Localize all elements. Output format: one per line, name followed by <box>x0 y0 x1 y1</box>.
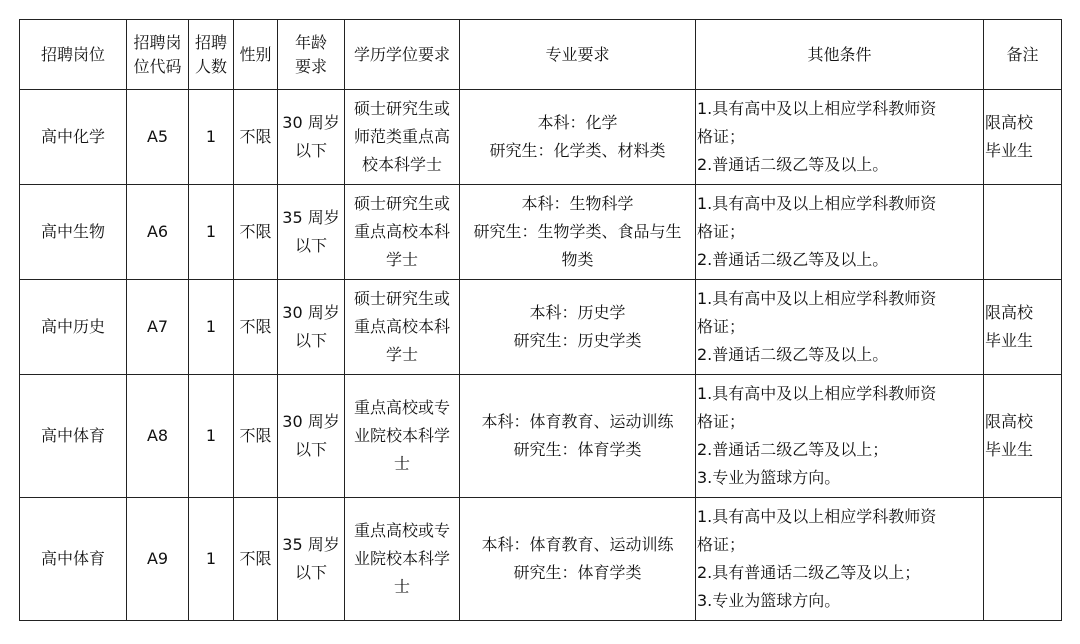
cell-line: 1.具有高中及以上相应学科教师资 <box>697 507 937 526</box>
cell-line: 30 周岁 <box>282 113 340 132</box>
cell-line: 3.专业为篮球方向。 <box>697 468 841 487</box>
header-post <box>20 20 127 90</box>
cell-line: 研究生：生物学类、食品与生 <box>473 222 682 241</box>
table-row <box>20 498 1062 621</box>
cell-line: 以下 <box>294 440 327 459</box>
header-gender <box>234 20 278 90</box>
table-row <box>20 90 1062 185</box>
cell-count: 1 <box>189 185 234 280</box>
header-code <box>127 20 189 90</box>
cell-line: 研究生：历史学类 <box>513 331 642 350</box>
cell-age <box>278 498 345 621</box>
cell-major <box>460 498 696 621</box>
cell-edu <box>345 375 460 498</box>
cell-edu <box>345 280 460 375</box>
cell-line: 重点高校本科 <box>353 222 450 241</box>
cell-other <box>696 90 984 185</box>
cell-line: 研究生：体育学类 <box>513 563 642 582</box>
cell-line: 以下 <box>294 563 327 582</box>
cell-count: 1 <box>189 280 234 375</box>
cell-post: 高中生物 <box>20 185 127 280</box>
cell-line: 士 <box>393 454 410 473</box>
cell-line: 学士 <box>385 345 418 364</box>
cell-line: 业院校本科学 <box>353 426 450 445</box>
cell-line: 本科：历史学 <box>529 303 626 322</box>
cell-gender: 不限 <box>234 498 278 621</box>
cell-line: 2.普通话二级乙等及以上。 <box>697 155 889 174</box>
header-line: 备注 <box>1006 44 1039 64</box>
cell-count: 1 <box>189 375 234 498</box>
cell-major <box>460 185 696 280</box>
cell-line: 以下 <box>294 331 327 350</box>
cell-note <box>984 280 1062 375</box>
cell-line: 30 周岁 <box>282 412 340 431</box>
cell-major <box>460 375 696 498</box>
cell-line: 以下 <box>294 141 327 160</box>
cell-line: 格证； <box>697 412 746 431</box>
cell-gender: 不限 <box>234 280 278 375</box>
cell-age <box>278 280 345 375</box>
cell-note <box>984 375 1062 498</box>
cell-gender: 不限 <box>234 90 278 185</box>
cell-line: 1.具有高中及以上相应学科教师资 <box>697 99 937 118</box>
cell-post: 高中化学 <box>20 90 127 185</box>
cell-major <box>460 90 696 185</box>
cell-code: A6 <box>127 185 189 280</box>
cell-line: 硕士研究生或 <box>353 289 450 308</box>
cell-post: 高中体育 <box>20 498 127 621</box>
cell-line: 士 <box>393 577 410 596</box>
table-row <box>20 185 1062 280</box>
cell-line: 30 周岁 <box>282 303 340 322</box>
cell-line: 本科：生物科学 <box>521 194 634 213</box>
cell-code: A9 <box>127 498 189 621</box>
cell-edu <box>345 498 460 621</box>
cell-line: 35 周岁 <box>282 535 340 554</box>
cell-other <box>696 280 984 375</box>
cell-line: 研究生：化学类、材料类 <box>489 141 666 160</box>
header-line: 招聘 <box>194 32 227 52</box>
cell-line: 格证； <box>697 222 746 241</box>
cell-line: 格证； <box>697 127 746 146</box>
cell-line: 本科：体育教育、运动训练 <box>481 535 674 554</box>
cell-line: 2.普通话二级乙等及以上。 <box>697 250 889 269</box>
recruitment-table <box>19 19 1062 621</box>
cell-line: 毕业生 <box>985 141 1034 160</box>
cell-line: 硕士研究生或 <box>353 99 450 118</box>
cell-line: 以下 <box>294 236 327 255</box>
header-major <box>460 20 696 90</box>
header-line: 年龄 <box>294 32 327 52</box>
cell-edu <box>345 185 460 280</box>
header-line: 专业要求 <box>545 44 610 64</box>
cell-note <box>984 498 1062 621</box>
cell-line: 格证； <box>697 535 746 554</box>
cell-line: 1.具有高中及以上相应学科教师资 <box>697 194 937 213</box>
header-line: 招聘岗 <box>133 32 182 52</box>
header-line: 要求 <box>294 56 327 76</box>
cell-line: 本科：体育教育、运动训练 <box>481 412 674 431</box>
header-line: 人数 <box>194 56 227 76</box>
cell-count: 1 <box>189 90 234 185</box>
cell-age <box>278 375 345 498</box>
cell-gender: 不限 <box>234 375 278 498</box>
cell-line: 限高校 <box>985 303 1034 322</box>
cell-code: A8 <box>127 375 189 498</box>
cell-line: 硕士研究生或 <box>353 194 450 213</box>
cell-line: 本科：化学 <box>537 113 618 132</box>
header-line: 招聘岗位 <box>40 44 105 64</box>
cell-line: 重点高校本科 <box>353 317 450 336</box>
cell-line: 重点高校或专 <box>353 521 450 540</box>
table-row <box>20 280 1062 375</box>
cell-post: 高中历史 <box>20 280 127 375</box>
header-count <box>189 20 234 90</box>
cell-other <box>696 185 984 280</box>
cell-line: 2.具有普通话二级乙等及以上； <box>697 563 921 582</box>
cell-line: 35 周岁 <box>282 208 340 227</box>
cell-gender: 不限 <box>234 185 278 280</box>
cell-line: 物类 <box>561 250 594 269</box>
cell-major <box>460 280 696 375</box>
cell-count: 1 <box>189 498 234 621</box>
cell-other <box>696 375 984 498</box>
cell-line: 限高校 <box>985 412 1034 431</box>
cell-post: 高中体育 <box>20 375 127 498</box>
cell-line: 1.具有高中及以上相应学科教师资 <box>697 384 937 403</box>
cell-line: 业院校本科学 <box>353 549 450 568</box>
cell-line: 限高校 <box>985 113 1034 132</box>
cell-code: A7 <box>127 280 189 375</box>
header-row <box>20 20 1062 90</box>
cell-age <box>278 185 345 280</box>
header-line: 位代码 <box>133 56 182 76</box>
header-other <box>696 20 984 90</box>
cell-line: 2.普通话二级乙等及以上。 <box>697 345 889 364</box>
cell-line: 研究生：体育学类 <box>513 440 642 459</box>
cell-note <box>984 90 1062 185</box>
cell-line: 格证； <box>697 317 746 336</box>
header-line: 其他条件 <box>807 44 872 64</box>
cell-line: 师范类重点高 <box>353 127 450 146</box>
cell-note <box>984 185 1062 280</box>
cell-line: 1.具有高中及以上相应学科教师资 <box>697 289 937 308</box>
cell-age <box>278 90 345 185</box>
cell-other <box>696 498 984 621</box>
cell-line: 毕业生 <box>985 331 1034 350</box>
cell-line: 重点高校或专 <box>353 398 450 417</box>
header-edu <box>345 20 460 90</box>
header-line: 性别 <box>239 44 272 64</box>
cell-edu <box>345 90 460 185</box>
header-line: 学历学位要求 <box>353 44 450 64</box>
header-age <box>278 20 345 90</box>
table-row <box>20 375 1062 498</box>
cell-line: 校本科学士 <box>361 155 442 174</box>
cell-code: A5 <box>127 90 189 185</box>
cell-line: 3.专业为篮球方向。 <box>697 591 841 610</box>
cell-line: 毕业生 <box>985 440 1034 459</box>
cell-line: 2.普通话二级乙等及以上； <box>697 440 889 459</box>
cell-line: 学士 <box>385 250 418 269</box>
header-note <box>984 20 1062 90</box>
